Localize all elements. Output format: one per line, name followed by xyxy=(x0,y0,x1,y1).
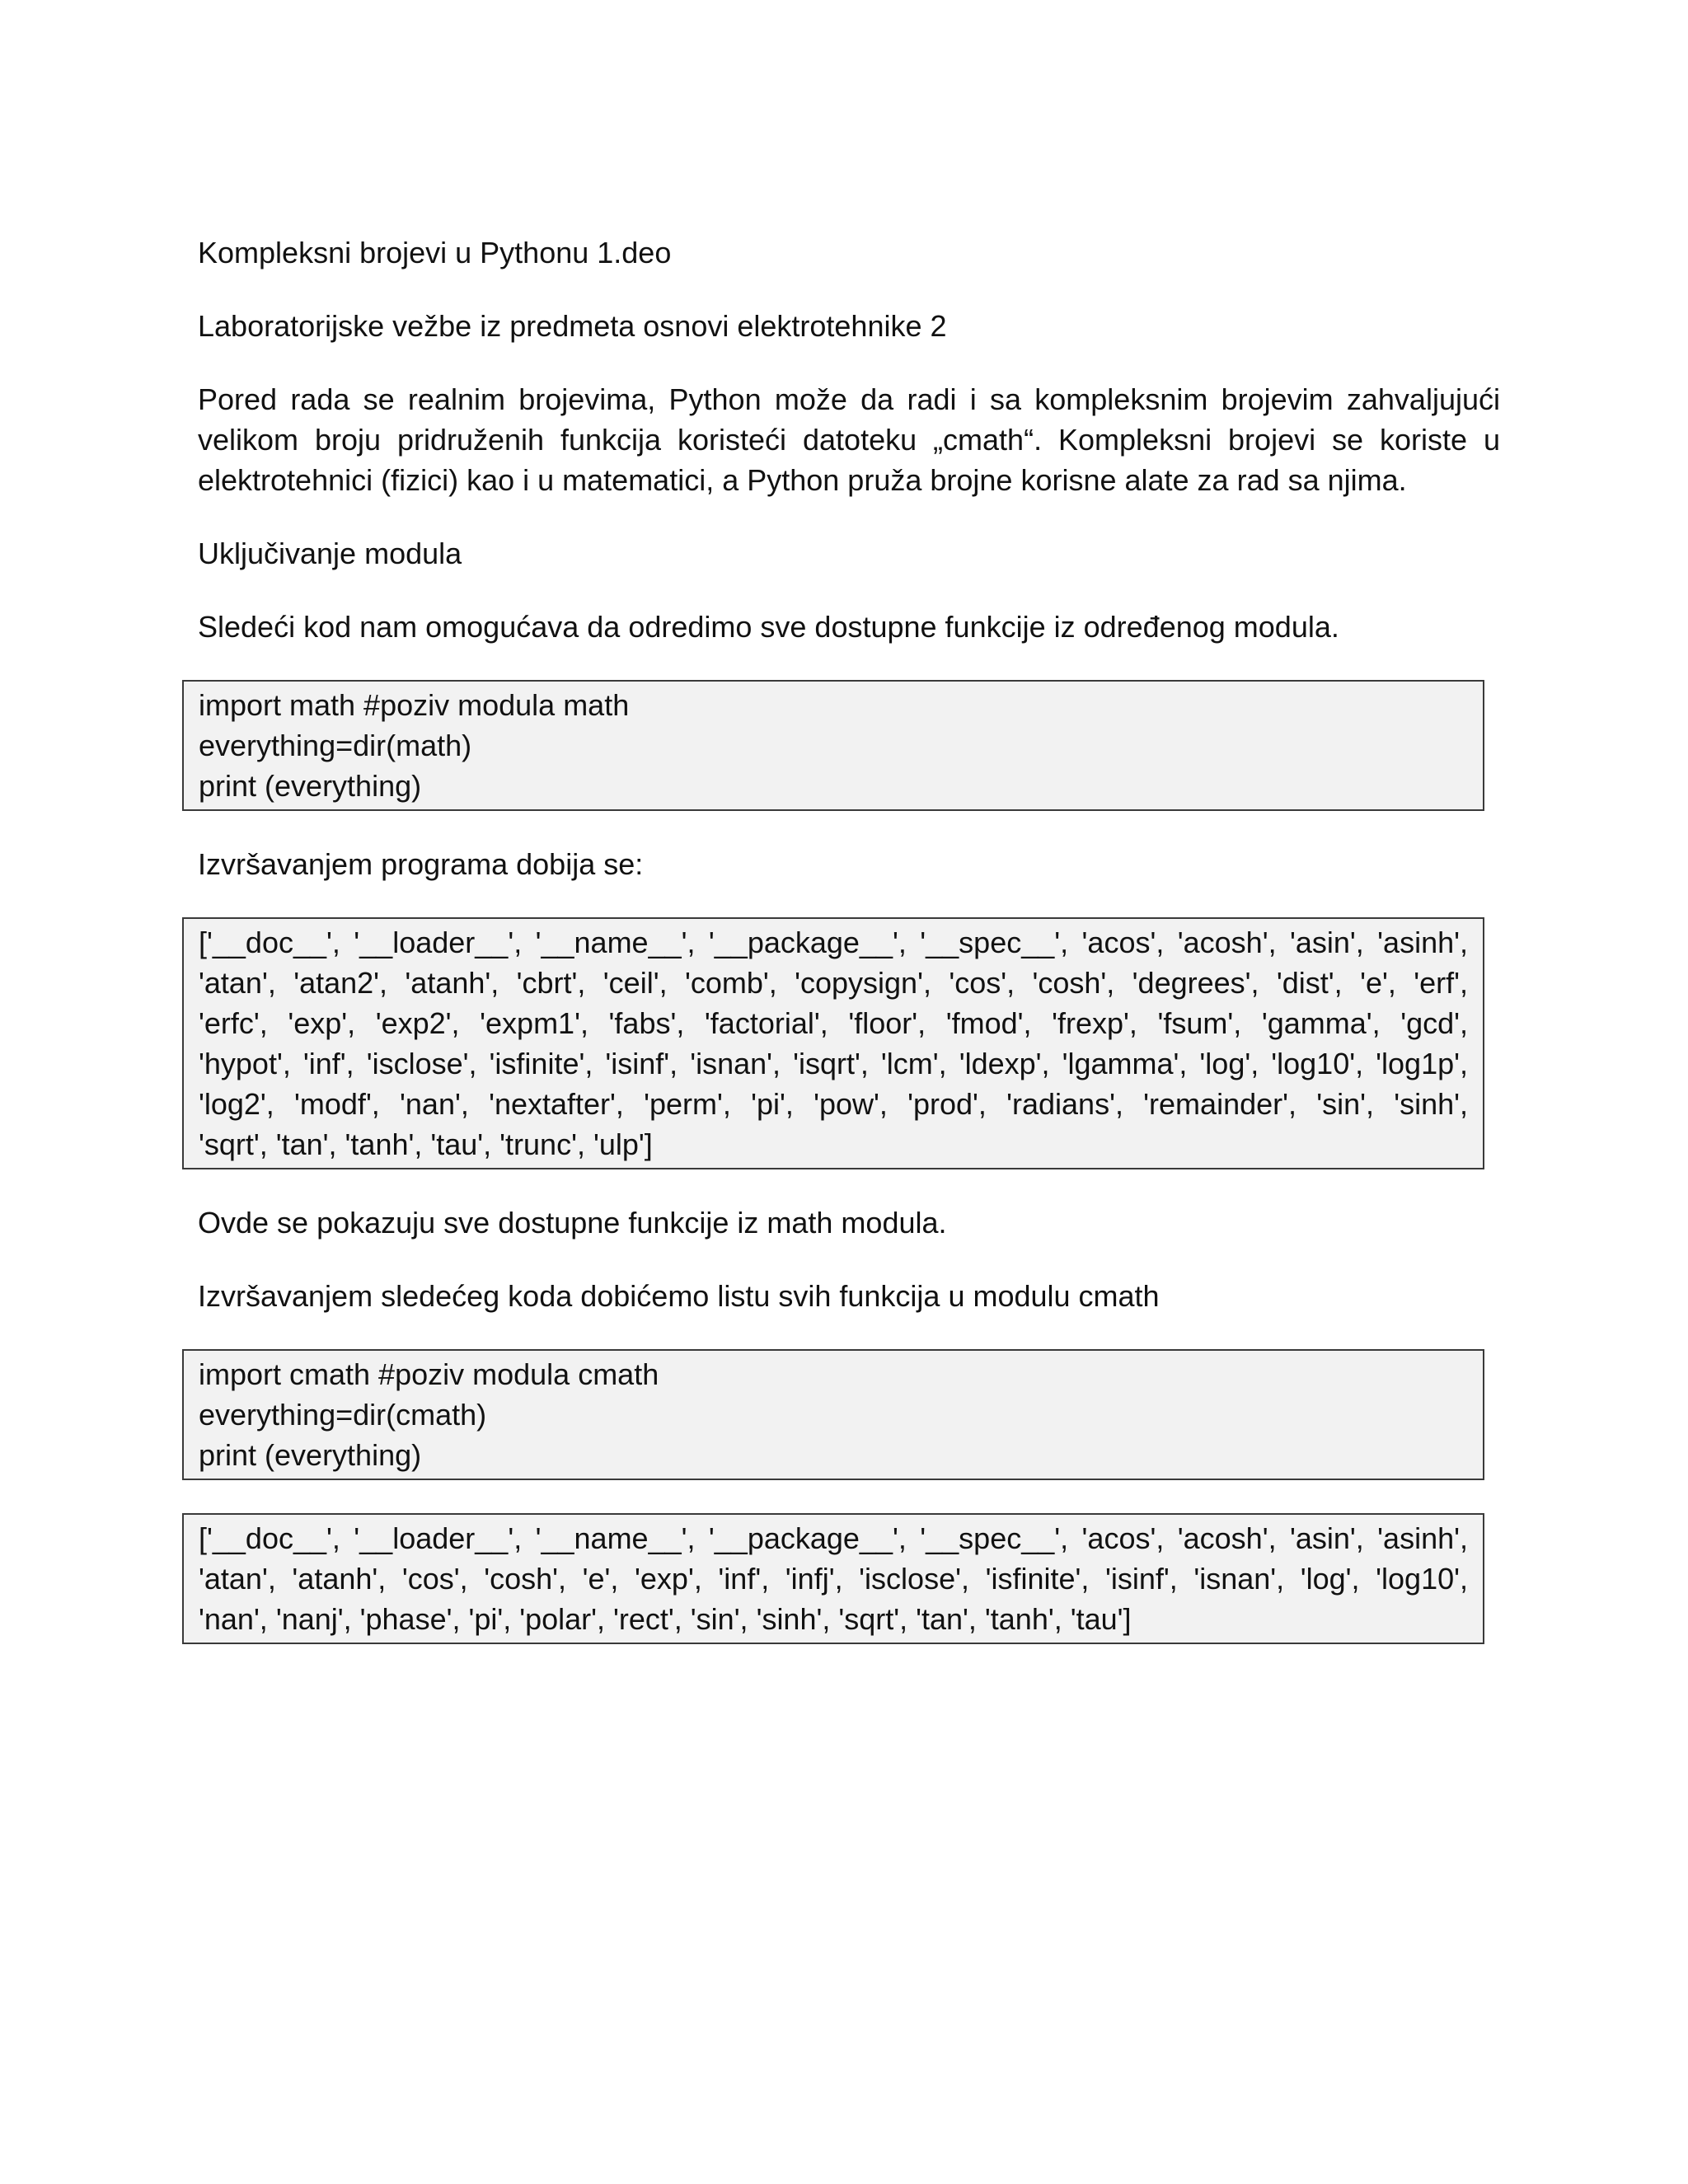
code-line: print (everything) xyxy=(199,1438,422,1472)
intro-paragraph xyxy=(198,379,1500,500)
code-line: import math #poziv modula math xyxy=(199,688,630,722)
output-line: 'sqrt', 'tan', 'tanh', 'tau', 'trunc', 'ulp'] xyxy=(199,1127,653,1161)
output-line: ['__doc__', '__loader__', '__name__', '__package__', '__spec__', 'acos', 'acosh', 'asin', 'asinh', xyxy=(199,926,1468,959)
exec-text: Izvršavanjem programa dobija se: xyxy=(198,847,644,881)
code-line: import cmath #poziv modula cmath xyxy=(199,1357,659,1391)
output-line: 'nan', 'nanj', 'phase', 'pi', 'polar', 'rect', 'sin', 'sinh', 'sqrt', 'tan', 'tanh', 'tau'] xyxy=(199,1602,1132,1636)
code-line: everything=dir(cmath) xyxy=(199,1398,487,1432)
output-block-math xyxy=(182,917,1484,1169)
document-page xyxy=(198,232,1500,1677)
code-block-cmath xyxy=(182,1349,1484,1480)
document-subtitle: Laboratorijske vežbe iz predmeta osnovi elektrotehnike 2 xyxy=(198,309,947,343)
output-line: 'log2', 'modf', 'nan', 'nextafter', 'perm', 'pi', 'pow', 'prod', 'radians', 'remainder', 'sin', 'sinh', xyxy=(199,1087,1468,1121)
output-line: 'atan', 'atan2', 'atanh', 'cbrt', 'ceil', 'comb', 'copysign', 'cos', 'cosh', 'degrees', 'dist', 'e', 'erf', xyxy=(199,966,1468,1000)
output-line: ['__doc__', '__loader__', '__name__', '__package__', '__spec__', 'acos', 'acosh', 'asin', 'asinh', xyxy=(199,1521,1468,1555)
intro-line: elektrotehnici (fizici) kao i u matematici, a Python pruža brojne korisne alate za rad sa njima. xyxy=(198,463,1407,497)
section-heading: Uključivanje modula xyxy=(198,537,462,570)
section-text: Sledeći kod nam omogućava da odredimo sve dostupne funkcije iz određenog modula. xyxy=(198,610,1339,644)
math-note: Ovde se pokazuju sve dostupne funkcije iz math modula. xyxy=(198,1206,947,1240)
intro-line: velikom broju pridruženih funkcija koristeći datoteku „cmath“. Kompleksni brojevi se koriste u xyxy=(198,423,1500,457)
intro-line: Pored rada se realnim brojevima, Python može da radi i sa kompleksnim brojevim zahvaljujući xyxy=(198,382,1500,416)
output-block-cmath xyxy=(182,1513,1484,1644)
output-line: 'hypot', 'inf', 'isclose', 'isfinite', 'isinf', 'isnan', 'isqrt', 'lcm', 'ldexp', 'lgamma', 'log', 'log10', 'log1p', xyxy=(199,1047,1468,1080)
output-line: 'erfc', 'exp', 'exp2', 'expm1', 'fabs', 'factorial', 'floor', 'fmod', 'frexp', 'fsum', 'gamma', 'gcd', xyxy=(199,1006,1468,1040)
code-line: everything=dir(math) xyxy=(199,729,472,762)
code-block-math xyxy=(182,680,1484,811)
code-line: print (everything) xyxy=(199,769,422,803)
output-line: 'atan', 'atanh', 'cos', 'cosh', 'e', 'exp', 'inf', 'infj', 'isclose', 'isfinite', 'isinf', 'isnan', 'log', 'log10', xyxy=(199,1562,1468,1596)
document-title: Kompleksni brojevi u Pythonu 1.deo xyxy=(198,236,672,269)
cmath-intro: Izvršavanjem sledećeg koda dobićemo listu svih funkcija u modulu cmath xyxy=(198,1279,1160,1313)
